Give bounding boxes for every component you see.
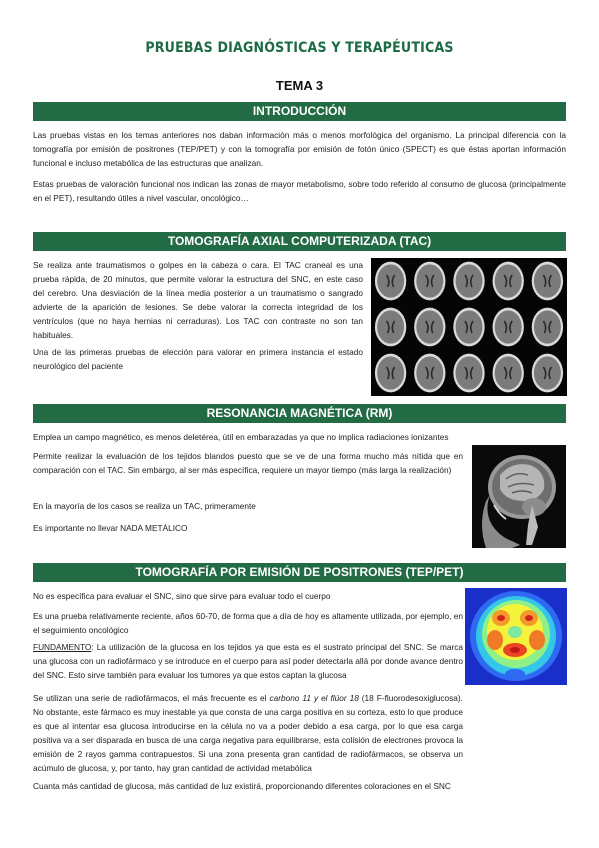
section-heading-pet: TOMOGRAFÍA POR EMISIÓN DE POSITRONES (TEP/PET) — [33, 563, 566, 582]
section-heading-rm: RESONANCIA MAGNÉTICA (RM) — [33, 404, 566, 423]
document-title: PRUEBAS DIAGNÓSTICAS Y TERAPÉUTICAS — [145, 40, 454, 56]
tac-paragraph-1: Se realiza ante traumatismos o golpes en la cabeza o cara. El TAC craneal es una prueba rápida, de 20 minutos, que permite valorar la estructura del SNC, en este caso del cerebro. Una desviación de la línea media posterior a un traumatismo o sangrado advierte de la aparición de lesiones. Se debe valorar la correcta integridad de los ventrículos (que no haya hernias ni cerraduras). Los TAC con contraste no son tan habituales. — [33, 260, 363, 340]
pet-paragraph-2: Es una prueba relativamente reciente, años 60-70, de forma que a día de hoy es altamente utilizada, por ejemplo, en el seguimiento oncológico — [33, 611, 463, 635]
pet-paragraph-5: Cuanta más cantidad de glucosa, más cantidad de luz existirá, proporcionando diferentes coloraciones en el SNC — [33, 781, 451, 791]
rm-paragraph-1: Emplea un campo magnético, es menos deletérea, útil en embarazadas ya que no implica radiaciones ionizantes — [33, 432, 449, 442]
intro-paragraph-2: Estas pruebas de valoración funcional nos indican las zonas de mayor metabolismo, sobre todo referido al consumo de glucosa (principalmente en el PET), resultando útiles a nivel vascular, oncológico… — [33, 179, 566, 203]
rm-paragraph-4: Es importante no llevar NADA METÁLICO — [33, 523, 188, 533]
pet-paragraph-1: No es específica para evaluar el SNC, sino que sirve para evaluar todo el cuerpo — [33, 591, 331, 601]
fundamento-label: FUNDAMENTO — [33, 642, 92, 652]
rm-paragraph-2: Permite realizar la evaluación de los tejidos blandos puesto que se ve de una forma mucho más nítida que en comparación con el TAC. Sin embargo, al ser más específica, requiere un mayor tiempo (más larga la realización) — [33, 451, 463, 475]
section-heading-intro: INTRODUCCIÓN — [33, 102, 566, 121]
rm-paragraph-3: En la mayoría de los casos se realiza un TAC, primeramente — [33, 501, 256, 511]
pet-paragraph-3: FUNDAMENTO: La utilización de la glucosa en los tejidos ya que esta es el sustrato principal del SNC. Se marca una glucosa con un radiofármaco y se introduce en el cuerpo para así poder detectarla allá por donde avance dentro del SNC. Esto sirve también para evaluar los tumores ya que estos captan la glucosa — [33, 642, 463, 680]
intro-paragraph-1: Las pruebas vistas en los temas anteriores nos daban información más o menos morfológica del organismo. La principal diferencia con la tomografía por emisión de positrones (TEP/PET) y con la tomografía por emisión de fotón único (SPECT) es que éstas aportan información funcional e incluso metabólica de las estructuras que analizan. — [33, 130, 566, 168]
tema-label: TEMA 3 — [275, 78, 324, 93]
mri-sagittal-image — [472, 445, 566, 548]
tac-paragraph-2: Una de las primeras pruebas de elección para valorar en primera instancia el estado neurológico del paciente — [33, 347, 363, 371]
section-heading-tac: TOMOGRAFÍA AXIAL COMPUTERIZADA (TAC) — [33, 232, 566, 251]
ct-scan-image — [371, 258, 567, 396]
pet-scan-image — [465, 588, 567, 685]
pet-paragraph-4: Se utilizan una serie de radiofármacos, el más frecuente es el carbono 11 y el flúor 18 (18 F-fluorodesoxiglucosa). No obstante, este fármaco es muy inestable ya que consta de una carga positiva en su corteza, esto lo que produce es que al intentar esa glucosa introducirse en la célula no va a poder debido a esa carga, por lo que esa carga positiva va a ser disparada en busca de una carga negativa para equilibrarse, esta colisión de electrones provoca la emisión de 2 rayos gamma contrapuestos. Si una zona presenta gran cantidad de radiofármacos, se observa un acúmulo de glucosa, y, por tanto, hay gran cantidad de actividad metabólica — [33, 693, 463, 773]
